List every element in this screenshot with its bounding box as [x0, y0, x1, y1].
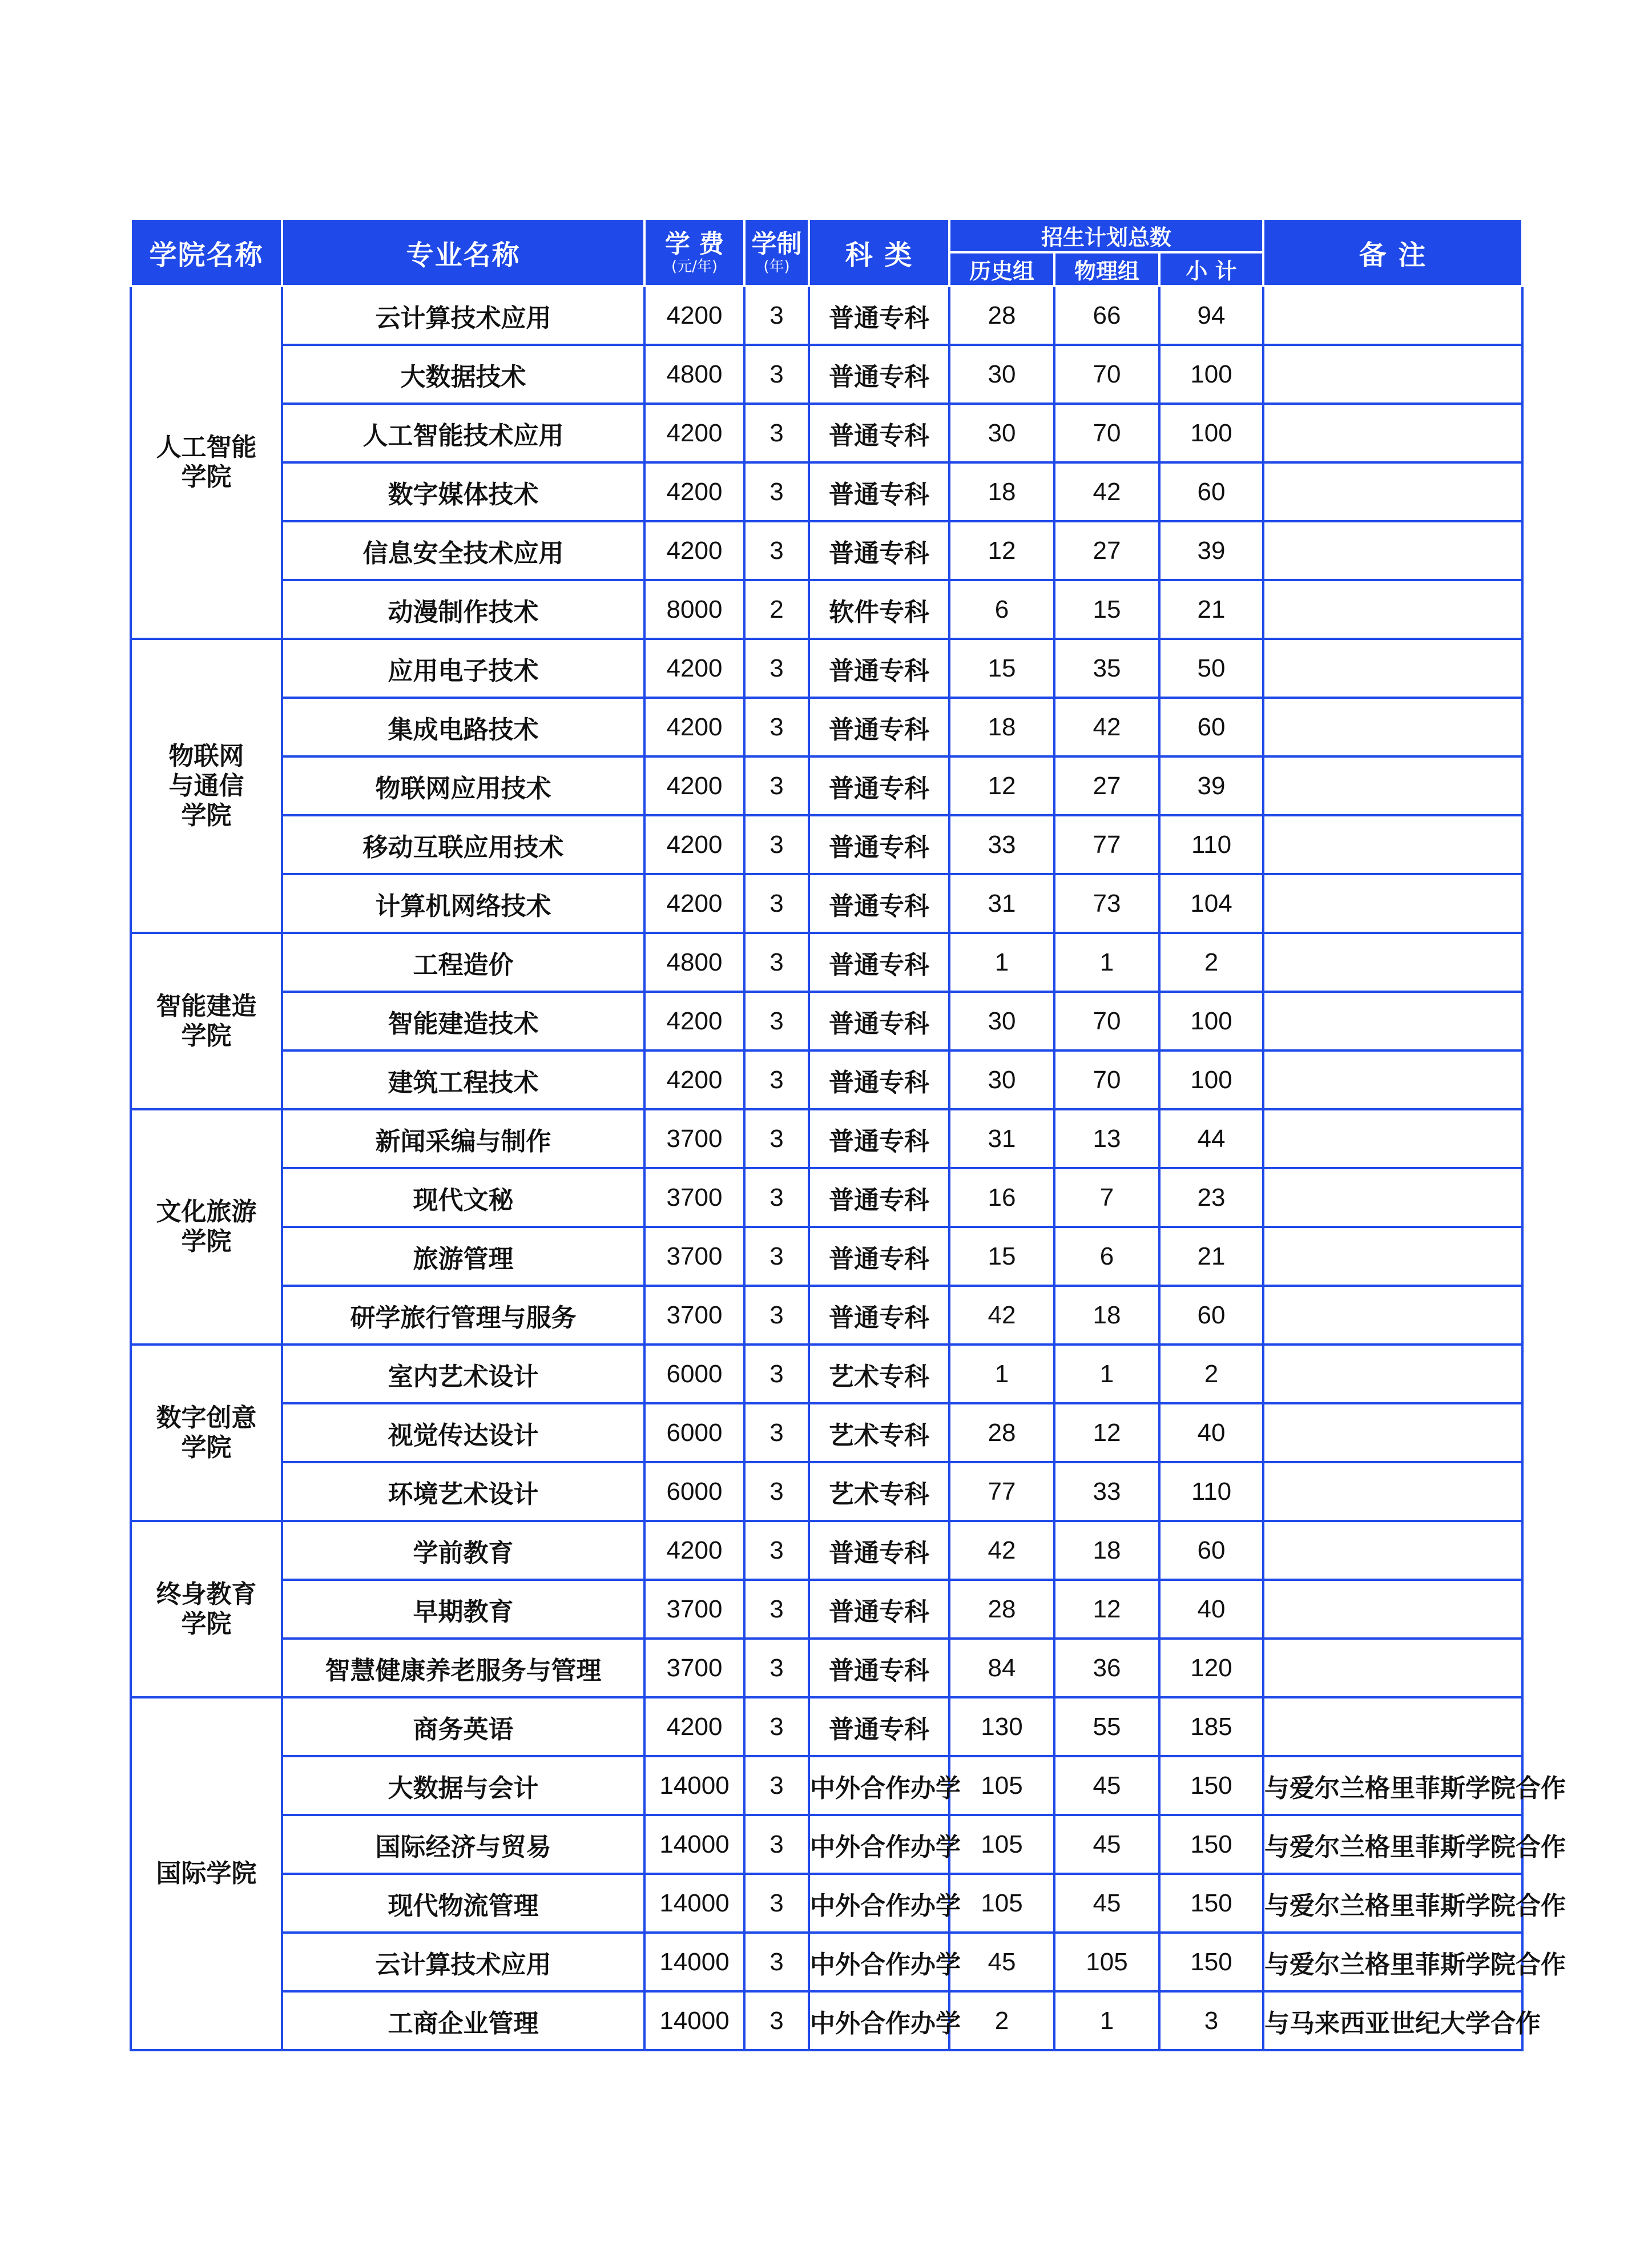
history-count: 77: [949, 1462, 1054, 1521]
subtotal-count: 60: [1159, 698, 1263, 756]
length-cell: 3: [744, 1580, 809, 1639]
length-cell: 3: [744, 933, 809, 992]
college-name: 智能建造 学院: [131, 933, 282, 1109]
table-row: [131, 1168, 1522, 1227]
category-cell: 普通专科: [809, 345, 949, 404]
subtotal-count: 110: [1159, 815, 1263, 874]
length-cell: 3: [744, 521, 809, 580]
major-name: 信息安全技术应用: [282, 521, 644, 580]
physics-count: 73: [1054, 874, 1159, 933]
subtotal-count: 94: [1159, 286, 1263, 345]
physics-count: 42: [1054, 698, 1159, 756]
category-cell: 普通专科: [809, 1697, 949, 1756]
physics-count: 55: [1054, 1697, 1159, 1756]
college-name: 物联网 与通信 学院: [131, 639, 282, 933]
history-count: 15: [949, 1227, 1054, 1286]
category-cell: 普通专科: [809, 756, 949, 815]
physics-count: 70: [1054, 992, 1159, 1050]
history-count: 28: [949, 1403, 1054, 1462]
subtotal-count: 21: [1159, 1227, 1263, 1286]
fee-cell: 3700: [644, 1227, 744, 1286]
subtotal-count: 150: [1159, 1874, 1263, 1933]
fee-cell: 4200: [644, 992, 744, 1050]
subtotal-count: 40: [1159, 1580, 1263, 1639]
category-cell: 普通专科: [809, 1286, 949, 1345]
table-row: [131, 1345, 1522, 1403]
fee-cell: 3700: [644, 1109, 744, 1168]
physics-count: 45: [1054, 1874, 1159, 1933]
remark-cell: [1263, 1050, 1522, 1109]
fee-cell: 4200: [644, 286, 744, 345]
remark-cell: [1263, 756, 1522, 815]
physics-count: 66: [1054, 286, 1159, 345]
table-row: [131, 933, 1522, 992]
physics-count: 1: [1054, 1345, 1159, 1403]
remark-cell: 与爱尔兰格里菲斯学院合作: [1263, 1933, 1522, 1991]
history-count: 105: [949, 1756, 1054, 1815]
length-cell: 2: [744, 580, 809, 639]
table-row: [131, 1815, 1522, 1874]
category-cell: 中外合作办学: [809, 1756, 949, 1815]
fee-cell: 4800: [644, 345, 744, 404]
table-row: [131, 404, 1522, 462]
subtotal-count: 2: [1159, 933, 1263, 992]
remark-cell: [1263, 1168, 1522, 1227]
subtotal-count: 150: [1159, 1815, 1263, 1874]
fee-cell: 14000: [644, 1991, 744, 2050]
subtotal-count: 21: [1159, 580, 1263, 639]
major-name: 云计算技术应用: [282, 1933, 644, 1991]
length-cell: 3: [744, 1991, 809, 2050]
major-name: 旅游管理: [282, 1227, 644, 1286]
table-body: [131, 286, 1566, 2050]
length-cell: 3: [744, 1697, 809, 1756]
major-name: 动漫制作技术: [282, 580, 644, 639]
subtotal-count: 2: [1159, 1345, 1263, 1403]
category-cell: 普通专科: [809, 1109, 949, 1168]
major-name: 物联网应用技术: [282, 756, 644, 815]
major-name: 国际经济与贸易: [282, 1815, 644, 1874]
category-cell: 普通专科: [809, 1580, 949, 1639]
major-name: 现代文秘: [282, 1168, 644, 1227]
length-cell: 3: [744, 1109, 809, 1168]
remark-cell: [1263, 1639, 1522, 1697]
remark-cell: [1263, 992, 1522, 1050]
history-count: 45: [949, 1933, 1054, 1991]
category-cell: 普通专科: [809, 404, 949, 462]
length-cell: 3: [744, 286, 809, 345]
category-cell: 普通专科: [809, 1050, 949, 1109]
subtotal-count: 50: [1159, 639, 1263, 698]
major-name: 计算机网络技术: [282, 874, 644, 933]
table-row: [131, 1286, 1522, 1345]
college-name: 终身教育 学院: [131, 1521, 282, 1697]
category-cell: 普通专科: [809, 933, 949, 992]
physics-count: 45: [1054, 1756, 1159, 1815]
college-name: 国际学院: [131, 1697, 282, 2050]
remark-cell: 与马来西亚世纪大学合作: [1263, 1991, 1522, 2050]
subtotal-count: 100: [1159, 345, 1263, 404]
physics-count: 70: [1054, 1050, 1159, 1109]
category-cell: 普通专科: [809, 521, 949, 580]
physics-count: 33: [1054, 1462, 1159, 1521]
history-count: 28: [949, 1580, 1054, 1639]
table-row: [131, 462, 1522, 521]
remark-cell: [1263, 1697, 1522, 1756]
remark-cell: 与爱尔兰格里菲斯学院合作: [1263, 1874, 1522, 1933]
physics-count: 1: [1054, 1991, 1159, 2050]
fee-cell: 4800: [644, 933, 744, 992]
table-row: [131, 580, 1522, 639]
remark-cell: 与爱尔兰格里菲斯学院合作: [1263, 1756, 1522, 1815]
header-major: 专业名称: [282, 219, 644, 286]
physics-count: 45: [1054, 1815, 1159, 1874]
history-count: 31: [949, 1109, 1054, 1168]
table-row: [131, 1521, 1522, 1580]
physics-count: 6: [1054, 1227, 1159, 1286]
table-row: [131, 1109, 1522, 1168]
subtotal-count: 39: [1159, 756, 1263, 815]
category-cell: 艺术专科: [809, 1345, 949, 1403]
subtotal-count: 60: [1159, 462, 1263, 521]
category-cell: 普通专科: [809, 698, 949, 756]
physics-count: 27: [1054, 756, 1159, 815]
subtotal-count: 100: [1159, 1050, 1263, 1109]
category-cell: 中外合作办学: [809, 1991, 949, 2050]
category-cell: 艺术专科: [809, 1462, 949, 1521]
subtotal-count: 39: [1159, 521, 1263, 580]
subtotal-count: 100: [1159, 404, 1263, 462]
major-name: 室内艺术设计: [282, 1345, 644, 1403]
physics-count: 35: [1054, 639, 1159, 698]
subtotal-count: 60: [1159, 1521, 1263, 1580]
physics-count: 13: [1054, 1109, 1159, 1168]
table-row: [131, 639, 1522, 698]
fee-cell: 4200: [644, 521, 744, 580]
subtotal-count: 40: [1159, 1403, 1263, 1462]
remark-cell: [1263, 286, 1522, 345]
major-name: 新闻采编与制作: [282, 1109, 644, 1168]
category-cell: 普通专科: [809, 462, 949, 521]
fee-cell: 6000: [644, 1403, 744, 1462]
fee-cell: 4200: [644, 639, 744, 698]
table-row: [131, 1580, 1522, 1639]
category-cell: 普通专科: [809, 1168, 949, 1227]
length-cell: 3: [744, 1050, 809, 1109]
fee-cell: 3700: [644, 1639, 744, 1697]
fee-cell: 6000: [644, 1345, 744, 1403]
remark-cell: [1263, 874, 1522, 933]
history-count: 16: [949, 1168, 1054, 1227]
table-row: [131, 1403, 1522, 1462]
major-name: 环境艺术设计: [282, 1462, 644, 1521]
header-history: 历史组: [949, 252, 1054, 286]
header-length-label: 学制: [751, 230, 802, 259]
remark-cell: [1263, 639, 1522, 698]
length-cell: 3: [744, 1286, 809, 1345]
table-row: [131, 815, 1522, 874]
fee-cell: 4200: [644, 1050, 744, 1109]
header-fee-label: 学 费: [664, 230, 724, 259]
category-cell: 普通专科: [809, 815, 949, 874]
table-row: [131, 1462, 1522, 1521]
major-name: 研学旅行管理与服务: [282, 1286, 644, 1345]
fee-cell: 4200: [644, 1521, 744, 1580]
subtotal-count: 150: [1159, 1756, 1263, 1815]
history-count: 1: [949, 1345, 1054, 1403]
category-cell: 普通专科: [809, 639, 949, 698]
major-name: 工商企业管理: [282, 1991, 644, 2050]
length-cell: 3: [744, 1403, 809, 1462]
physics-count: 15: [1054, 580, 1159, 639]
major-name: 人工智能技术应用: [282, 404, 644, 462]
major-name: 大数据与会计: [282, 1756, 644, 1815]
physics-count: 36: [1054, 1639, 1159, 1697]
fee-cell: 6000: [644, 1462, 744, 1521]
remark-cell: [1263, 933, 1522, 992]
table-row: [131, 521, 1522, 580]
table-row: [131, 698, 1522, 756]
fee-cell: 14000: [644, 1756, 744, 1815]
remark-cell: [1263, 1345, 1522, 1403]
category-cell: 普通专科: [809, 286, 949, 345]
major-name: 商务英语: [282, 1697, 644, 1756]
header-length: [744, 219, 809, 286]
major-name: 云计算技术应用: [282, 286, 644, 345]
history-count: 105: [949, 1815, 1054, 1874]
remark-cell: 与爱尔兰格里菲斯学院合作: [1263, 1815, 1522, 1874]
length-cell: 3: [744, 1227, 809, 1286]
remark-cell: [1263, 1227, 1522, 1286]
remark-cell: [1263, 345, 1522, 404]
subtotal-count: 185: [1159, 1697, 1263, 1756]
subtotal-count: 150: [1159, 1933, 1263, 1991]
remark-cell: [1263, 815, 1522, 874]
fee-cell: 14000: [644, 1815, 744, 1874]
major-name: 建筑工程技术: [282, 1050, 644, 1109]
remark-cell: [1263, 1403, 1522, 1462]
history-count: 31: [949, 874, 1054, 933]
major-name: 智慧健康养老服务与管理: [282, 1639, 644, 1697]
history-count: 30: [949, 345, 1054, 404]
header-remark: 备 注: [1263, 219, 1522, 286]
table-row: [131, 756, 1522, 815]
length-cell: 3: [744, 1345, 809, 1403]
physics-count: 18: [1054, 1286, 1159, 1345]
history-count: 105: [949, 1874, 1054, 1933]
length-cell: 3: [744, 698, 809, 756]
major-name: 早期教育: [282, 1580, 644, 1639]
history-count: 18: [949, 698, 1054, 756]
header-fee: [644, 219, 744, 286]
table-row: [131, 992, 1522, 1050]
table-row: [131, 1050, 1522, 1109]
fee-cell: 3700: [644, 1580, 744, 1639]
college-name: 人工智能 学院: [131, 286, 282, 639]
header-plan-total: 招生计划总数: [949, 219, 1263, 252]
length-cell: 3: [744, 815, 809, 874]
table-row: [131, 1227, 1522, 1286]
category-cell: 普通专科: [809, 1521, 949, 1580]
subtotal-count: 60: [1159, 1286, 1263, 1345]
remark-cell: [1263, 1462, 1522, 1521]
length-cell: 3: [744, 756, 809, 815]
history-count: 30: [949, 404, 1054, 462]
subtotal-count: 23: [1159, 1168, 1263, 1227]
fee-cell: 4200: [644, 698, 744, 756]
category-cell: 艺术专科: [809, 1403, 949, 1462]
header-subtotal: 小 计: [1159, 252, 1263, 286]
remark-cell: [1263, 521, 1522, 580]
length-cell: 3: [744, 1639, 809, 1697]
major-name: 视觉传达设计: [282, 1403, 644, 1462]
fee-cell: 8000: [644, 580, 744, 639]
history-count: 15: [949, 639, 1054, 698]
physics-count: 7: [1054, 1168, 1159, 1227]
fee-cell: 4200: [644, 756, 744, 815]
college-name: 文化旅游 学院: [131, 1109, 282, 1345]
length-cell: 3: [744, 1462, 809, 1521]
major-name: 智能建造技术: [282, 992, 644, 1050]
length-cell: 3: [744, 1168, 809, 1227]
fee-cell: 14000: [644, 1874, 744, 1933]
table-row: [131, 1697, 1522, 1756]
length-cell: 3: [744, 992, 809, 1050]
remark-cell: [1263, 580, 1522, 639]
physics-count: 70: [1054, 345, 1159, 404]
remark-cell: [1263, 462, 1522, 521]
fee-cell: 3700: [644, 1286, 744, 1345]
subtotal-count: 120: [1159, 1639, 1263, 1697]
physics-count: 27: [1054, 521, 1159, 580]
table-row: [131, 286, 1522, 345]
table-row: [131, 1874, 1522, 1933]
physics-count: 42: [1054, 462, 1159, 521]
subtotal-count: 44: [1159, 1109, 1263, 1168]
remark-cell: [1263, 698, 1522, 756]
fee-cell: 4200: [644, 1697, 744, 1756]
history-count: 33: [949, 815, 1054, 874]
length-cell: 3: [744, 874, 809, 933]
header-fee-unit: (元/年): [671, 258, 718, 275]
header-length-unit: (年): [763, 258, 790, 275]
remark-cell: [1263, 404, 1522, 462]
length-cell: 3: [744, 1756, 809, 1815]
category-cell: 软件专科: [809, 580, 949, 639]
subtotal-count: 3: [1159, 1991, 1263, 2050]
major-name: 应用电子技术: [282, 639, 644, 698]
history-count: 42: [949, 1286, 1054, 1345]
remark-cell: [1263, 1286, 1522, 1345]
length-cell: 3: [744, 639, 809, 698]
history-count: 18: [949, 462, 1054, 521]
subtotal-count: 110: [1159, 1462, 1263, 1521]
major-name: 数字媒体技术: [282, 462, 644, 521]
table-row: [131, 1991, 1522, 2050]
history-count: 1: [949, 933, 1054, 992]
fee-cell: 4200: [644, 874, 744, 933]
table-row: [131, 1639, 1522, 1697]
table-header: [131, 219, 1522, 286]
remark-cell: [1263, 1580, 1522, 1639]
length-cell: 3: [744, 1815, 809, 1874]
category-cell: 普通专科: [809, 1639, 949, 1697]
length-cell: 3: [744, 404, 809, 462]
category-cell: 普通专科: [809, 1227, 949, 1286]
history-count: 6: [949, 580, 1054, 639]
history-count: 42: [949, 1521, 1054, 1580]
header-college: 学院名称: [131, 219, 282, 286]
length-cell: 3: [744, 1933, 809, 1991]
subtotal-count: 104: [1159, 874, 1263, 933]
major-name: 大数据技术: [282, 345, 644, 404]
history-count: 84: [949, 1639, 1054, 1697]
category-cell: 普通专科: [809, 992, 949, 1050]
history-count: 12: [949, 756, 1054, 815]
table-row: [131, 1933, 1522, 1991]
table-row: [131, 1756, 1522, 1815]
table-row: [131, 345, 1522, 404]
physics-count: 18: [1054, 1521, 1159, 1580]
category-cell: 中外合作办学: [809, 1815, 949, 1874]
history-count: 30: [949, 992, 1054, 1050]
major-name: 现代物流管理: [282, 1874, 644, 1933]
enrollment-plan-table: [130, 218, 1566, 2051]
major-name: 学前教育: [282, 1521, 644, 1580]
fee-cell: 4200: [644, 815, 744, 874]
length-cell: 3: [744, 345, 809, 404]
category-cell: 中外合作办学: [809, 1874, 949, 1933]
remark-cell: [1263, 1521, 1522, 1580]
remark-cell: [1263, 1109, 1522, 1168]
major-name: 移动互联应用技术: [282, 815, 644, 874]
fee-cell: 4200: [644, 462, 744, 521]
physics-count: 77: [1054, 815, 1159, 874]
history-count: 12: [949, 521, 1054, 580]
physics-count: 12: [1054, 1403, 1159, 1462]
header-physics: 物理组: [1054, 252, 1159, 286]
history-count: 28: [949, 286, 1054, 345]
fee-cell: 4200: [644, 404, 744, 462]
category-cell: 中外合作办学: [809, 1933, 949, 1991]
physics-count: 1: [1054, 933, 1159, 992]
length-cell: 3: [744, 1874, 809, 1933]
length-cell: 3: [744, 1521, 809, 1580]
header-category: 科 类: [809, 219, 949, 286]
physics-count: 105: [1054, 1933, 1159, 1991]
college-name: 数字创意 学院: [131, 1345, 282, 1521]
history-count: 130: [949, 1697, 1054, 1756]
major-name: 集成电路技术: [282, 698, 644, 756]
physics-count: 12: [1054, 1580, 1159, 1639]
major-name: 工程造价: [282, 933, 644, 992]
fee-cell: 14000: [644, 1933, 744, 1991]
table-row: [131, 874, 1522, 933]
category-cell: 普通专科: [809, 874, 949, 933]
history-count: 2: [949, 1991, 1054, 2050]
physics-count: 70: [1054, 404, 1159, 462]
fee-cell: 3700: [644, 1168, 744, 1227]
length-cell: 3: [744, 462, 809, 521]
subtotal-count: 100: [1159, 992, 1263, 1050]
history-count: 30: [949, 1050, 1054, 1109]
